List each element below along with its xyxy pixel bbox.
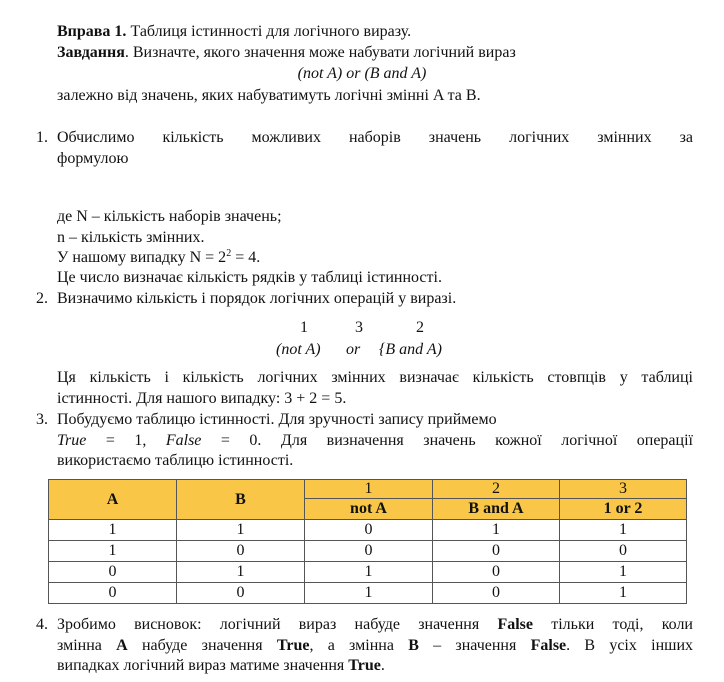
step1-rows-note: Це число визначає кількість рядків у таблиці істинності. [57, 269, 442, 286]
table-row [49, 520, 687, 541]
table-cell: 0 [177, 541, 305, 562]
step2-number: 2. [36, 290, 48, 307]
step2-cols-line1: Ця кількість і кількість логічних змінних визначає кількість стовпців у таблиці [57, 369, 693, 386]
table-cell: 1 [560, 583, 687, 604]
expr-or: or [346, 341, 361, 358]
table-cell: 1 [49, 541, 177, 562]
exercise-title-text: Таблиця істинності для логічного виразу. [126, 23, 412, 40]
col-header-b: B [177, 480, 305, 520]
step3-text-line3: використаємо таблицю істинності. [57, 452, 294, 469]
step1-case-exponent: 2 [226, 248, 232, 259]
order-first: 1 [300, 319, 308, 336]
task-text: . Визначте, якого значення може набувати логічний вираз [124, 44, 516, 61]
step1-def-small-n: n – кількість змінних. [57, 229, 205, 246]
step2-cols-line2: істинності. Для нашого випадку: 3 + 2 = 5. [57, 390, 347, 407]
op-number-2: 2 [433, 480, 560, 499]
table-cell: 1 [433, 520, 560, 541]
table-cell: 1 [177, 520, 305, 541]
table-cell: 0 [49, 583, 177, 604]
step3-number: 3. [36, 411, 48, 428]
order-second: 3 [355, 319, 363, 336]
order-third: 2 [416, 319, 424, 336]
table-cell: 0 [49, 562, 177, 583]
step4-number: 4. [36, 616, 48, 633]
table-cell: 0 [305, 520, 433, 541]
step1-text-line1: Обчислимо кількість можливих наборів значень логічних змінних за [57, 129, 693, 146]
task-line [57, 43, 516, 63]
step1-case: У нашому випадку $N = 2^2 = 4$. [57, 248, 261, 266]
table-cell: 1 [305, 562, 433, 583]
op-header-not-a: not A [305, 499, 433, 520]
step1-def-n: де N – кількість наборів значень; [57, 208, 282, 225]
exercise-title-bold: Вправа 1. [57, 23, 127, 40]
truth-table [48, 479, 687, 604]
step3-text-line2: True = 1, False = 0. Для визначення значень кожної логічної операції [57, 432, 693, 449]
table-cell: 1 [49, 520, 177, 541]
task-expression: (not A) or (B and A) [297, 65, 427, 82]
op-number-1: 1 [305, 480, 433, 499]
table-cell: 0 [433, 583, 560, 604]
step1-text-line2: формулою [57, 150, 129, 167]
table-row [49, 583, 687, 604]
expr-b-and-a: {B and A) [379, 341, 442, 358]
table-row [49, 541, 687, 562]
step3-text-line1: Побудуємо таблицю істинності. Для зручності запису приймемо [57, 411, 497, 428]
table-cell: 0 [433, 541, 560, 562]
exercise-title [57, 22, 411, 42]
task-label: Завдання [57, 44, 125, 61]
step1-number: 1. [36, 129, 48, 146]
expr-not-a: (not A) [276, 341, 321, 358]
table-cell: 1 [177, 562, 305, 583]
table-row [49, 562, 687, 583]
step4-line3: випадках логічний вираз матиме значення True. [57, 657, 385, 674]
step4-line2: змінна A набуде значення True, а змінна B – значення False. В усіх інших [57, 637, 694, 654]
table-cell: 1 [560, 562, 687, 583]
table-cell: 1 [305, 583, 433, 604]
op-header-b-and-a: B and A [433, 499, 560, 520]
table-cell: 0 [560, 541, 687, 562]
step4-line1: Зробимо висновок: логічний вираз набуде значення False тільки тоді, коли [57, 616, 693, 633]
op-header-1-or-2: 1 or 2 [560, 499, 687, 520]
table-cell: 0 [305, 541, 433, 562]
task-end: залежно від значень, яких набуватимуть логічні змінні A та B. [57, 87, 481, 104]
table-cell: 0 [177, 583, 305, 604]
step2-text: Визначимо кількість і порядок логічних операцій у виразі. [57, 290, 457, 307]
op-number-3: 3 [560, 480, 687, 499]
table-cell: 1 [560, 520, 687, 541]
table-cell: 0 [433, 562, 560, 583]
col-header-a: A [49, 480, 177, 520]
